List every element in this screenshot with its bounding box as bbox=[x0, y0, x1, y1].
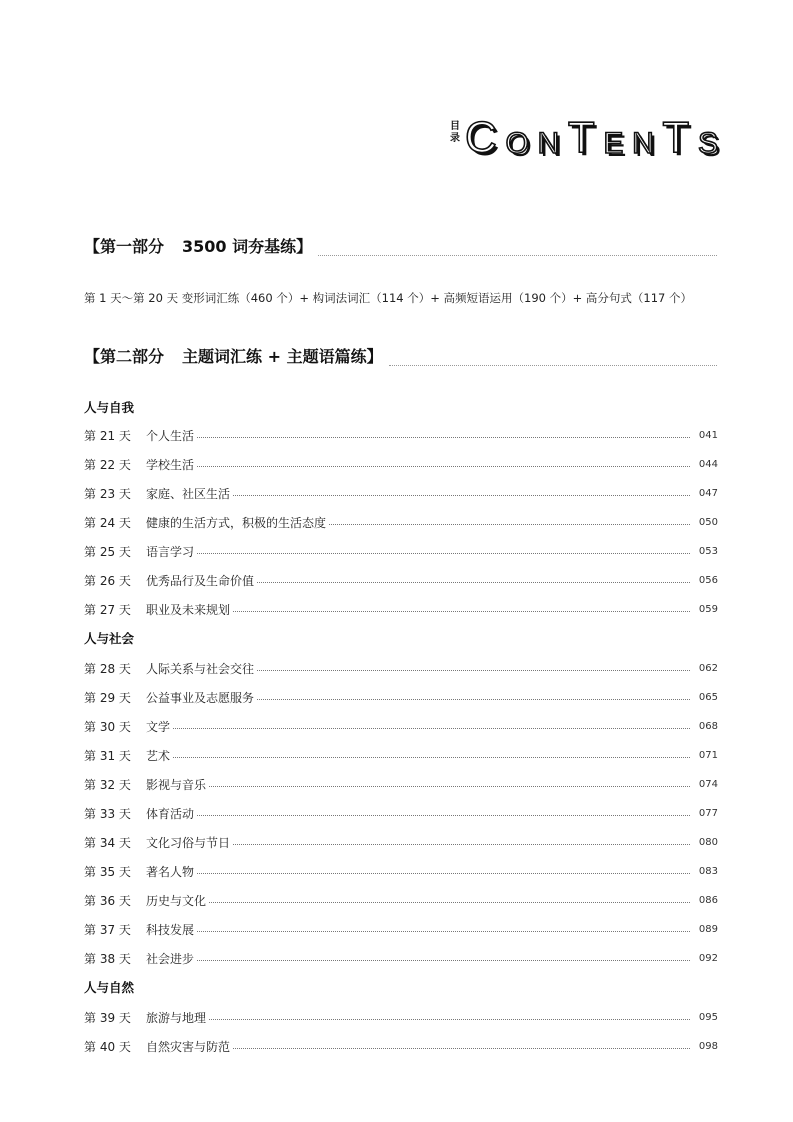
logo-chinese-label bbox=[449, 121, 461, 145]
toc-page: 083 bbox=[698, 865, 718, 877]
toc-topic: 著名人物 bbox=[146, 864, 195, 879]
toc-topic: 体育活动 bbox=[146, 806, 195, 821]
toc-topic: 语言学习 bbox=[146, 544, 195, 559]
dotted-rule bbox=[389, 365, 717, 366]
toc-topic: 社会进步 bbox=[146, 951, 195, 966]
leader-dots bbox=[197, 465, 690, 467]
toc-day: 第 29 天 bbox=[84, 690, 131, 705]
toc-day: 第 38 天 bbox=[84, 951, 131, 966]
toc-row[interactable] bbox=[84, 920, 718, 938]
toc-topic: 人际关系与社会交往 bbox=[146, 661, 255, 676]
part1-summary[interactable]: 第 1 天～第 20 天 变形词汇练（460 个）+ 构词法词汇（114 个）+ 高频短语运用（190 个）+ 高分句式（117 个） bbox=[84, 291, 693, 305]
toc-day: 第 27 天 bbox=[84, 602, 131, 617]
toc-row[interactable] bbox=[84, 688, 718, 706]
toc-topic: 家庭、社区生活 bbox=[146, 486, 231, 501]
logo-letter: N bbox=[632, 127, 654, 160]
toc-row[interactable] bbox=[84, 862, 718, 880]
part1-title bbox=[84, 234, 312, 257]
toc-topic: 科技发展 bbox=[146, 922, 195, 937]
leader-dots bbox=[197, 436, 690, 438]
toc-row[interactable] bbox=[84, 455, 718, 473]
toc-day: 第 32 天 bbox=[84, 777, 131, 792]
contents-logo bbox=[443, 113, 718, 160]
part2-title bbox=[84, 344, 383, 367]
leader-dots bbox=[257, 669, 690, 671]
toc-page: 041 bbox=[698, 429, 718, 441]
toc-page: 098 bbox=[698, 1040, 718, 1052]
leader-dots bbox=[233, 610, 690, 612]
toc-day: 第 28 天 bbox=[84, 661, 131, 676]
toc-row[interactable] bbox=[84, 746, 718, 764]
toc-page: 056 bbox=[698, 574, 718, 586]
group-label-society: 人与社会 bbox=[84, 631, 135, 646]
toc-day: 第 33 天 bbox=[84, 806, 131, 821]
toc-row[interactable] bbox=[84, 600, 718, 618]
toc-day: 第 36 天 bbox=[84, 893, 131, 908]
leader-dots bbox=[173, 756, 690, 758]
toc-topic: 学校生活 bbox=[146, 457, 195, 472]
toc-day: 第 39 天 bbox=[84, 1010, 131, 1025]
part1-header bbox=[84, 234, 717, 257]
toc-page: 065 bbox=[698, 691, 718, 703]
toc-topic: 健康的生活方式，积极的生活态度 bbox=[146, 515, 327, 530]
bracket-close: 】 bbox=[296, 237, 313, 256]
leader-dots bbox=[233, 1047, 690, 1049]
logo-letter: T bbox=[662, 113, 690, 162]
toc-day: 第 34 天 bbox=[84, 835, 131, 850]
toc-day: 第 22 天 bbox=[84, 457, 131, 472]
toc-row[interactable] bbox=[84, 1008, 718, 1026]
toc-day: 第 26 天 bbox=[84, 573, 131, 588]
toc-topic: 职业及未来规划 bbox=[146, 602, 231, 617]
toc-topic: 文化习俗与节日 bbox=[146, 835, 231, 850]
toc-topic: 优秀品行及生命价值 bbox=[146, 573, 255, 588]
group-label-self: 人与自我 bbox=[84, 400, 135, 415]
leader-dots bbox=[209, 901, 690, 903]
toc-page: 074 bbox=[698, 778, 718, 790]
toc-topic: 自然灾害与防范 bbox=[146, 1039, 231, 1054]
logo-wordmark bbox=[465, 113, 718, 160]
part1-label: 第一部分 bbox=[100, 237, 165, 256]
part2-name: 主题词汇练 + 主题语篇练 bbox=[182, 347, 367, 366]
toc-day: 第 24 天 bbox=[84, 515, 131, 530]
leader-dots bbox=[197, 872, 690, 874]
toc-row[interactable] bbox=[84, 571, 718, 589]
toc-day: 第 23 天 bbox=[84, 486, 131, 501]
toc-page: 089 bbox=[698, 923, 718, 935]
toc-page: 053 bbox=[698, 545, 718, 557]
toc-topic: 历史与文化 bbox=[146, 893, 207, 908]
toc-row[interactable] bbox=[84, 426, 718, 444]
leader-dots bbox=[257, 698, 690, 700]
bracket-close: 】 bbox=[366, 347, 383, 366]
toc-page: 068 bbox=[698, 720, 718, 732]
toc-day: 第 31 天 bbox=[84, 748, 131, 763]
toc-page: 095 bbox=[698, 1011, 718, 1023]
toc-page: 059 bbox=[698, 603, 718, 615]
toc-row[interactable] bbox=[84, 542, 718, 560]
toc-row[interactable] bbox=[84, 949, 718, 967]
part2-label: 第二部分 bbox=[100, 347, 165, 366]
leader-dots bbox=[233, 494, 690, 496]
leader-dots bbox=[197, 930, 690, 932]
toc-row[interactable] bbox=[84, 804, 718, 822]
toc-row[interactable] bbox=[84, 659, 718, 677]
toc-page: 047 bbox=[698, 487, 718, 499]
toc-page: 077 bbox=[698, 807, 718, 819]
logo-letter: O bbox=[505, 127, 529, 160]
logo-letter: S bbox=[697, 127, 718, 160]
toc-row[interactable] bbox=[84, 775, 718, 793]
group-label-nature: 人与自然 bbox=[84, 980, 135, 995]
leader-dots bbox=[209, 785, 690, 787]
toc-topic: 文学 bbox=[146, 719, 171, 734]
toc-day: 第 21 天 bbox=[84, 428, 131, 443]
toc-page: 050 bbox=[698, 516, 718, 528]
toc-topic: 公益事业及志愿服务 bbox=[146, 690, 255, 705]
leader-dots bbox=[329, 523, 690, 525]
toc-topic: 旅游与地理 bbox=[146, 1010, 207, 1025]
toc-topic: 个人生活 bbox=[146, 428, 195, 443]
toc-page: 071 bbox=[698, 749, 718, 761]
logo-letter: N bbox=[537, 127, 560, 160]
bracket-open: 【 bbox=[84, 347, 101, 366]
toc-row[interactable] bbox=[84, 833, 718, 851]
leader-dots bbox=[233, 843, 690, 845]
toc-day: 第 35 天 bbox=[84, 864, 131, 879]
leader-dots bbox=[197, 959, 690, 961]
logo-letter: T bbox=[567, 113, 595, 162]
logo-chinese-char: 目 bbox=[450, 121, 460, 132]
logo-chinese-char: 录 bbox=[450, 133, 460, 144]
toc-day: 第 30 天 bbox=[84, 719, 131, 734]
leader-dots bbox=[173, 727, 690, 729]
leader-dots bbox=[197, 552, 690, 554]
toc-page: 086 bbox=[698, 894, 718, 906]
bracket-open: 【 bbox=[84, 237, 101, 256]
toc-row[interactable] bbox=[84, 1037, 718, 1055]
leader-dots bbox=[209, 1018, 690, 1020]
toc-page: 044 bbox=[698, 458, 718, 470]
leader-dots bbox=[257, 581, 690, 583]
toc-row[interactable] bbox=[84, 484, 718, 502]
toc-day: 第 37 天 bbox=[84, 922, 131, 937]
part1-name: 3500 词夯基练 bbox=[182, 237, 297, 256]
toc-page: 092 bbox=[698, 952, 718, 964]
logo-letter: C bbox=[465, 113, 497, 162]
toc-topic: 艺术 bbox=[146, 748, 171, 763]
leader-dots bbox=[197, 814, 690, 816]
toc-page: 080 bbox=[698, 836, 718, 848]
logo-letter: E bbox=[603, 127, 624, 160]
toc-row[interactable] bbox=[84, 717, 718, 735]
toc-day: 第 40 天 bbox=[84, 1039, 131, 1054]
dotted-rule bbox=[318, 255, 717, 256]
toc-row[interactable] bbox=[84, 891, 718, 909]
toc-row[interactable] bbox=[84, 513, 718, 531]
toc-page: 062 bbox=[698, 662, 718, 674]
toc-topic: 影视与音乐 bbox=[146, 777, 207, 792]
toc-day: 第 25 天 bbox=[84, 544, 131, 559]
part2-header bbox=[84, 344, 717, 367]
